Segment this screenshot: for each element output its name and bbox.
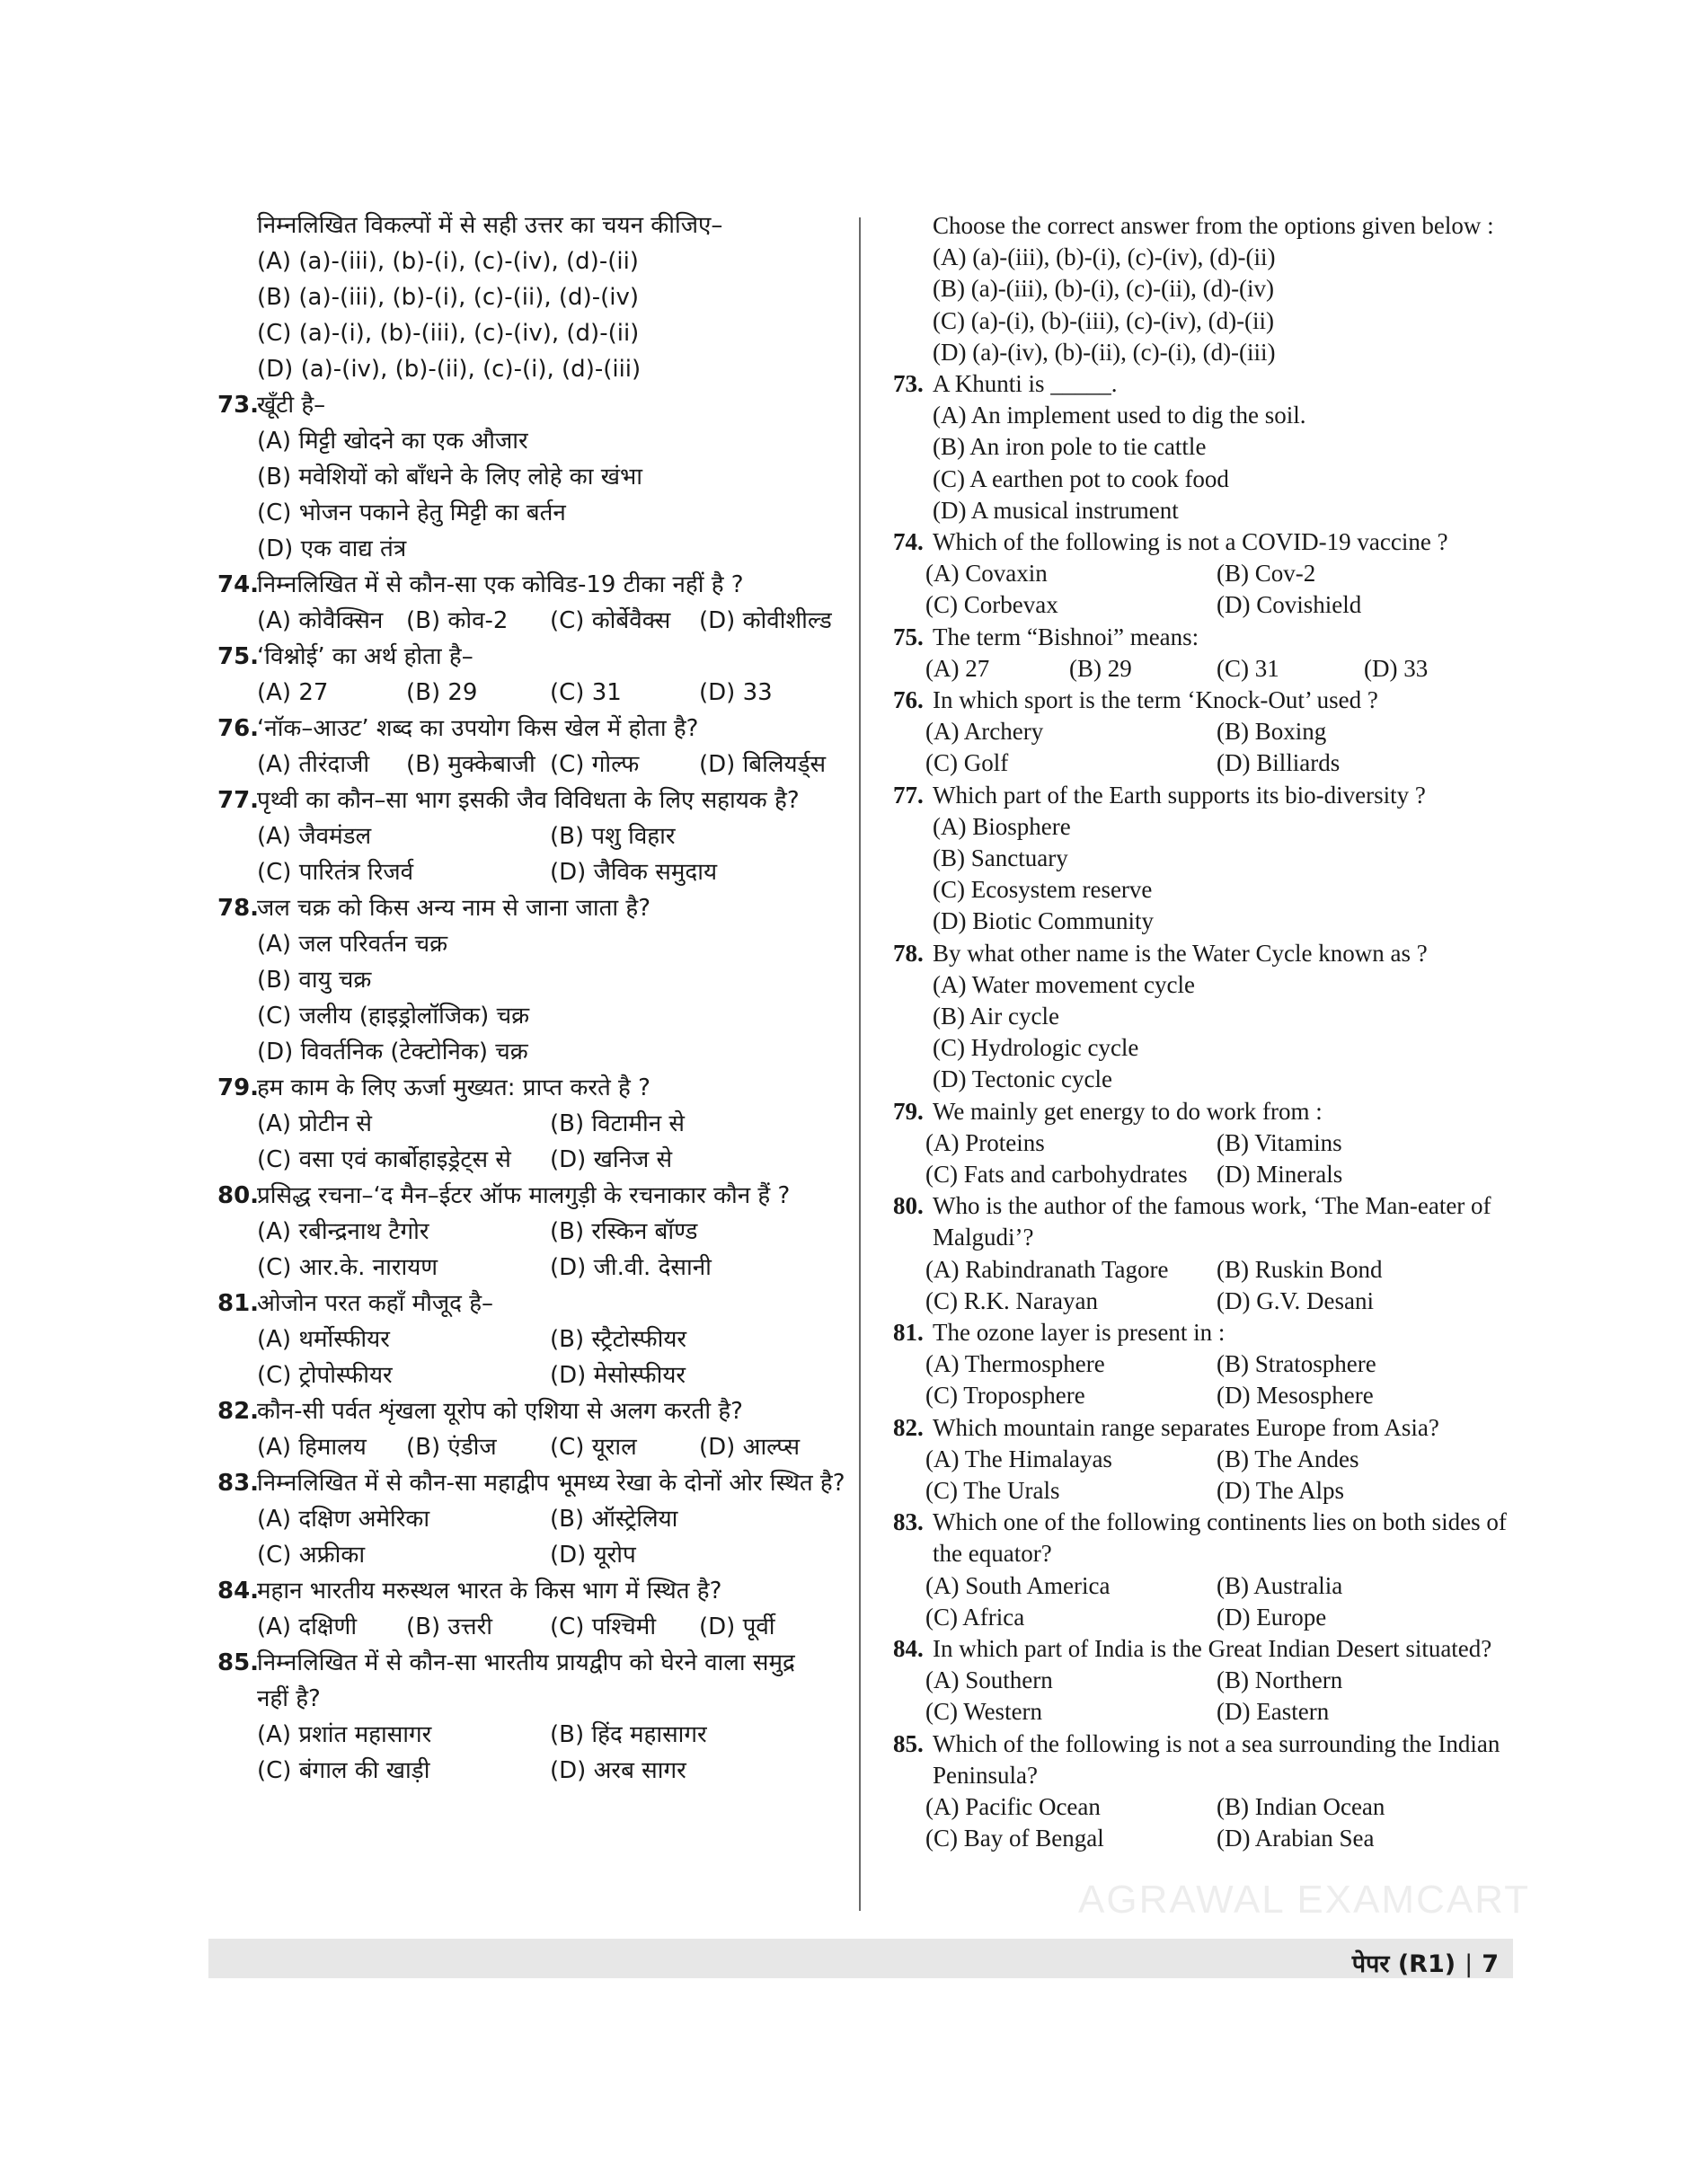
question-text: पृथ्वी का कौन–सा भाग इसकी जैव विविधता के लिए सहायक है? [257,787,800,814]
option-choice: (B) Northern [1217,1666,1343,1694]
question-number: 74. [217,571,260,598]
question-text: A Khunti is _____. [933,370,1118,397]
option-choice: (D) Europe [1217,1603,1327,1631]
option-choice: (D) कोवीशील्ड [699,607,832,634]
option-choice: (B) स्ट्रैटोस्फीयर [550,1326,687,1353]
option-text: (B) (a)-(iii), (b)-(i), (c)-(ii), (d)-(iv) [933,275,1275,303]
option-choice: (D) Arabian Sea [1217,1825,1375,1852]
option-text: (C) Hydrologic cycle [933,1034,1139,1062]
option-choice: (D) 33 [1364,654,1429,682]
option-choice: (D) जी.वी. देसानी [550,1254,712,1281]
option-choice: (D) Minerals [1217,1161,1343,1188]
question-number: 84. [217,1578,260,1604]
question-text: Which of the following is not a COVID-19 vaccine ? [933,528,1448,555]
option-text: (C) A earthen pot to cook food [933,464,1229,492]
question-number: 77. [217,787,260,814]
option-choice: (D) बिलियर्ड्स [699,751,827,778]
question-text: हम काम के लिए ऊर्जा मुख्यत: प्राप्त करते है ? [257,1074,650,1101]
option-choice: (C) पश्चिमी [550,1613,657,1640]
option-choice: (C) 31 [550,679,622,706]
option-choice: (A) जैवमंडल [257,823,372,850]
option-choice: (A) Southern [925,1666,1053,1694]
option-choice: (B) ऑस्ट्रेलिया [550,1506,678,1533]
option-choice: (C) अफ्रीका [257,1542,366,1569]
question-text: We mainly get energy to do work from : [933,1097,1323,1125]
option-choice: (A) प्रोटीन से [257,1110,372,1137]
option-choice: (D) 33 [699,679,773,706]
option-text: (D) A musical instrument [933,496,1179,524]
option-choice: (B) विटामीन से [550,1110,685,1137]
option-text: (D) विवर्तनिक (टेक्टोनिक) चक्र [257,1039,528,1065]
option-choice: (C) Golf [925,749,1009,777]
option-choice: (B) Indian Ocean [1217,1793,1385,1820]
option-text: (D) (a)-(iv), (b)-(ii), (c)-(i), (d)-(iii) [257,356,642,383]
option-choice: (D) पूर्वी [699,1613,775,1640]
option-text: (D) एक वाद्य तंत्र [257,535,407,562]
option-choice: (A) हिमालय [257,1434,367,1461]
question-text: निम्नलिखित में से कौन-सा भारतीय प्रायद्वीप को घेरने वाला समुद्र [257,1649,795,1676]
watermark: AGRAWAL EXAMCART [1078,1878,1531,1922]
option-choice: (C) वसा एवं कार्बोहाइड्रेट्स से [257,1146,511,1173]
option-text: (C) जलीय (हाइड्रोलॉजिक) चक्र [257,1003,530,1030]
option-text: (C) (a)-(i), (b)-(iii), (c)-(iv), (d)-(ii) [933,306,1275,334]
question-number: 76. [893,686,924,713]
option-choice: (B) रस्किन बॉण्ड [550,1218,698,1245]
option-choice: (C) The Urals [925,1477,1060,1504]
question-text: प्रसिद्ध रचना–‘द मैन–ईटर ऑफ मालगुड़ी के रचनाकार कौन हैं ? [257,1182,791,1209]
option-text: निम्नलिखित विकल्पों में से सही उत्तर का चयन कीजिए– [257,212,723,239]
option-text: (A) (a)-(iii), (b)-(i), (c)-(iv), (d)-(ii) [933,243,1276,271]
question-text: The ozone layer is present in : [933,1319,1226,1346]
question-text: Which of the following is not a sea surrounding the Indian [933,1729,1500,1757]
question-text-continued: Peninsula? [933,1761,1038,1789]
option-choice: (A) 27 [257,679,329,706]
question-text: खूँटी है– [257,392,326,419]
option-choice: (A) 27 [925,654,990,682]
question-number: 83. [893,1508,924,1536]
option-choice: (B) हिंद महासागर [550,1721,707,1748]
option-choice: (D) G.V. Desani [1217,1286,1374,1314]
option-choice: (B) Stratosphere [1217,1350,1376,1378]
footer-separator: | [1465,1950,1473,1978]
option-choice: (C) Troposphere [925,1382,1085,1410]
question-text-continued: the equator? [933,1540,1052,1568]
option-choice: (B) कोव-2 [406,607,509,634]
question-number: 82. [217,1398,260,1425]
question-number: 84. [893,1635,924,1662]
question-text: In which part of India is the Great Indian Desert situated? [933,1635,1492,1662]
option-text: (B) मवेशियों को बाँधने के लिए लोहे का खंभा [257,464,643,491]
question-text-continued: Malgudi’? [933,1224,1034,1251]
option-choice: (B) उत्तरी [406,1613,492,1640]
option-choice: (B) एंडीज [406,1434,497,1461]
question-text: In which sport is the term ‘Knock-Out’ used ? [933,686,1378,713]
question-text: कौन-सी पर्वत शृंखला यूरोप को एशिया से अलग करती है? [257,1398,743,1425]
option-choice: (D) Billiards [1217,749,1341,777]
option-choice: (B) Boxing [1217,718,1327,746]
option-text: (A) Biosphere [933,812,1071,840]
option-choice: (A) तीरंदाजी [257,751,370,778]
option-choice: (B) Ruskin Bond [1217,1255,1383,1283]
question-text: जल चक्र को किस अन्य नाम से जाना जाता है? [257,895,651,922]
question-number: 78. [217,895,260,922]
option-choice: (C) बंगाल की खाड़ी [257,1757,430,1784]
option-choice: (A) Covaxin [925,560,1048,588]
option-choice: (C) कोर्बेवैक्स [550,607,671,634]
question-number: 83. [217,1470,260,1497]
option-choice: (D) अरब सागर [550,1757,686,1784]
option-choice: (B) 29 [1069,654,1132,682]
question-text: ‘नॉक–आउट’ शब्द का उपयोग किस खेल में होता है? [257,715,699,742]
option-choice: (D) आल्प्स [699,1434,801,1461]
option-choice: (C) आर.के. नारायण [257,1254,438,1281]
option-text: (B) वायु चक्र [257,967,372,994]
question-text: निम्नलिखित में से कौन-सा एक कोविड-19 टीका नहीं है ? [257,571,744,598]
option-choice: (A) दक्षिण अमेरिका [257,1506,430,1533]
option-choice: (A) The Himalayas [925,1445,1112,1472]
option-choice: (C) Africa [925,1603,1025,1631]
column-divider [859,217,861,1911]
option-choice: (B) The Andes [1217,1445,1359,1472]
option-choice: (B) 29 [406,679,478,706]
question-text: Which part of the Earth supports its bio-diversity ? [933,781,1426,809]
option-choice: (C) ट्रोपोस्फीयर [257,1362,393,1389]
option-choice: (D) Mesosphere [1217,1382,1374,1410]
question-text: Which one of the following continents lies on both sides of [933,1508,1507,1536]
option-choice: (D) यूरोप [550,1542,636,1569]
option-choice: (B) Australia [1217,1571,1343,1599]
option-choice: (D) Covishield [1217,591,1362,619]
question-number: 78. [893,939,924,967]
question-text: ओजोन परत कहाँ मौजूद है– [257,1290,494,1317]
page-footer [208,1939,1513,1978]
option-choice: (B) Vitamins [1217,1128,1342,1156]
option-text: Choose the correct answer from the options given below : [933,212,1494,239]
option-text: (A) मिट्टी खोदने का एक औजार [257,428,528,455]
question-number: 82. [893,1413,924,1441]
option-text: (C) Ecosystem reserve [933,876,1153,904]
option-choice: (A) रबीन्द्रनाथ टैगोर [257,1218,429,1245]
option-choice: (C) 31 [1217,654,1279,682]
option-choice: (C) गोल्फ [550,751,640,778]
option-choice: (C) Fats and carbohydrates [925,1161,1188,1188]
option-text: (D) (a)-(iv), (b)-(ii), (c)-(i), (d)-(iii) [933,338,1276,366]
option-choice: (D) Eastern [1217,1698,1330,1726]
option-choice: (C) R.K. Narayan [925,1286,1098,1314]
option-text: (C) भोजन पकाने हेतु मिट्टी का बर्तन [257,499,566,526]
option-choice: (A) South America [925,1571,1111,1599]
question-text: Who is the author of the famous work, ‘The Man-eater of [933,1192,1491,1220]
option-text: (B) An iron pole to tie cattle [933,433,1207,461]
option-choice: (D) मेसोस्फीयर [550,1362,686,1389]
question-number: 74. [893,528,924,555]
option-text: (B) (a)-(iii), (b)-(i), (c)-(ii), (d)-(iv) [257,284,639,311]
question-number: 75. [893,623,924,650]
option-text: (B) Air cycle [933,1003,1059,1030]
option-text: (D) Biotic Community [933,907,1154,935]
question-number: 77. [893,781,924,809]
question-number: 81. [217,1290,260,1317]
question-text: निम्नलिखित में से कौन-सा महाद्वीप भूमध्य रेखा के दोनों ओर स्थित है? [257,1470,845,1497]
option-choice: (D) The Alps [1217,1477,1344,1504]
option-choice: (B) Cov-2 [1217,560,1316,588]
option-text: (C) (a)-(i), (b)-(iii), (c)-(iv), (d)-(ii) [257,320,640,347]
option-text: (A) (a)-(iii), (b)-(i), (c)-(iv), (d)-(ii) [257,248,639,275]
question-number: 80. [893,1192,924,1220]
question-number: 79. [893,1097,924,1125]
question-number: 79. [217,1074,260,1101]
question-number: 76. [217,715,260,742]
page-number: 7 [1482,1950,1499,1978]
option-choice: (A) Proteins [925,1128,1045,1156]
option-choice: (A) Thermosphere [925,1350,1105,1378]
question-number: 73. [217,392,260,419]
question-number: 81. [893,1319,924,1346]
option-text: (B) Sanctuary [933,844,1068,871]
option-choice: (A) कोवैक्सिन [257,607,384,634]
option-choice: (B) मुक्केबाजी [406,751,535,778]
question-text: ‘विश्नोई’ का अर्थ होता है– [257,643,473,670]
option-choice: (D) जैविक समुदाय [550,859,718,886]
question-text: महान भारतीय मरुस्थल भारत के किस भाग में स्थित है? [257,1578,722,1604]
option-choice: (A) थर्मोस्फीयर [257,1326,390,1353]
option-choice: (A) प्रशांत महासागर [257,1721,432,1748]
question-number: 75. [217,643,260,670]
question-number: 85. [893,1729,924,1757]
paper-label: पेपर (R1) [1351,1950,1456,1978]
option-choice: (D) खनिज से [550,1146,673,1173]
option-choice: (C) Bay of Bengal [925,1825,1104,1852]
option-choice: (A) Pacific Ocean [925,1793,1101,1820]
question-number: 85. [217,1649,260,1676]
option-choice: (C) पारितंत्र रिजर्व [257,859,414,886]
option-text: (A) Water movement cycle [933,970,1195,998]
question-text: The term “Bishnoi” means: [933,623,1199,650]
question-number: 73. [893,370,924,397]
question-number: 80. [217,1182,260,1209]
question-text: Which mountain range separates Europe from Asia? [933,1413,1439,1441]
question-text-continued: नहीं है? [257,1685,321,1712]
option-choice: (C) Western [925,1698,1043,1726]
option-choice: (A) दक्षिणी [257,1613,358,1640]
option-choice: (C) Corbevax [925,591,1058,619]
option-choice: (A) Rabindranath Tagore [925,1255,1169,1283]
question-text: By what other name is the Water Cycle known as ? [933,939,1428,967]
option-text: (A) An implement used to dig the soil. [933,402,1306,429]
option-text: (A) जल परिवर्तन चक्र [257,931,448,958]
option-choice: (A) Archery [925,718,1044,746]
footer-label [1352,1946,1499,1979]
option-choice: (B) पशु विहार [550,823,676,850]
option-choice: (C) यूराल [550,1434,637,1461]
option-text: (D) Tectonic cycle [933,1065,1113,1093]
